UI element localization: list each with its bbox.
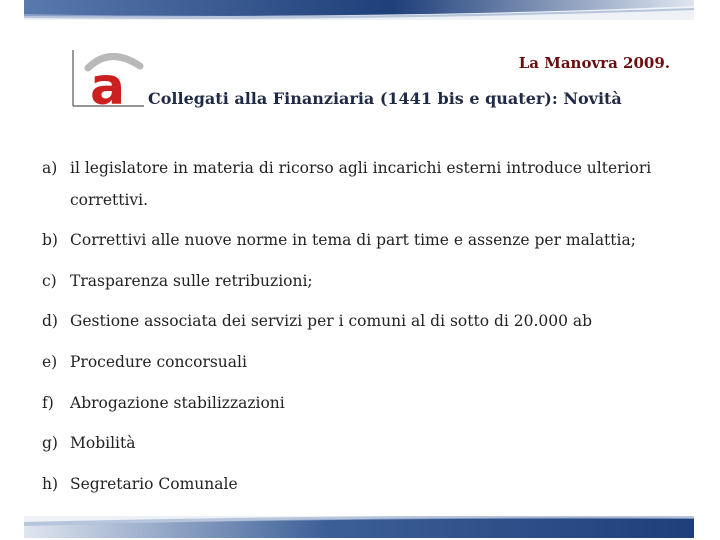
item-text: il legislatore in materia di ricorso agli incarichi esterni introduce ulteriori [70, 159, 652, 177]
list-item [42, 388, 662, 419]
list-item [42, 428, 662, 459]
item-marker: g) [42, 434, 58, 452]
list-item [42, 225, 662, 256]
item-marker: d) [42, 312, 58, 330]
page-title: La Manovra 2009. [518, 54, 670, 72]
logo-letter: a [90, 57, 126, 110]
item-text: Correttivi alle nuove norme in tema di part time e assenze per malattia; [70, 231, 636, 249]
item-text: Segretario Comunale [70, 475, 238, 493]
list-item [42, 469, 662, 500]
bottom-decorative-band [24, 516, 694, 538]
list-item [42, 153, 662, 184]
list-item [42, 266, 662, 297]
item-text: Abrogazione stabilizzazioni [70, 394, 285, 412]
item-text: Gestione associata dei servizi per i comuni al di sotto di 20.000 ab [70, 312, 593, 330]
item-marker: h) [42, 475, 59, 493]
item-marker: c) [42, 272, 57, 290]
item-text: Mobilità [70, 434, 136, 452]
item-continuation: correttivi. [70, 191, 149, 209]
logo [70, 48, 146, 110]
list-item [42, 347, 662, 378]
item-marker: a) [42, 159, 58, 177]
item-marker: e) [42, 353, 58, 371]
item-text: Trasparenza sulle retribuzioni; [70, 272, 313, 290]
item-marker: b) [42, 231, 58, 249]
list-item [42, 306, 662, 337]
top-decorative-band [24, 0, 694, 20]
item-marker: f) [42, 394, 54, 412]
page-subtitle: Collegati alla Finanziaria (1441 bis e quater): Novità [148, 89, 622, 108]
item-text: Procedure concorsuali [70, 353, 247, 371]
